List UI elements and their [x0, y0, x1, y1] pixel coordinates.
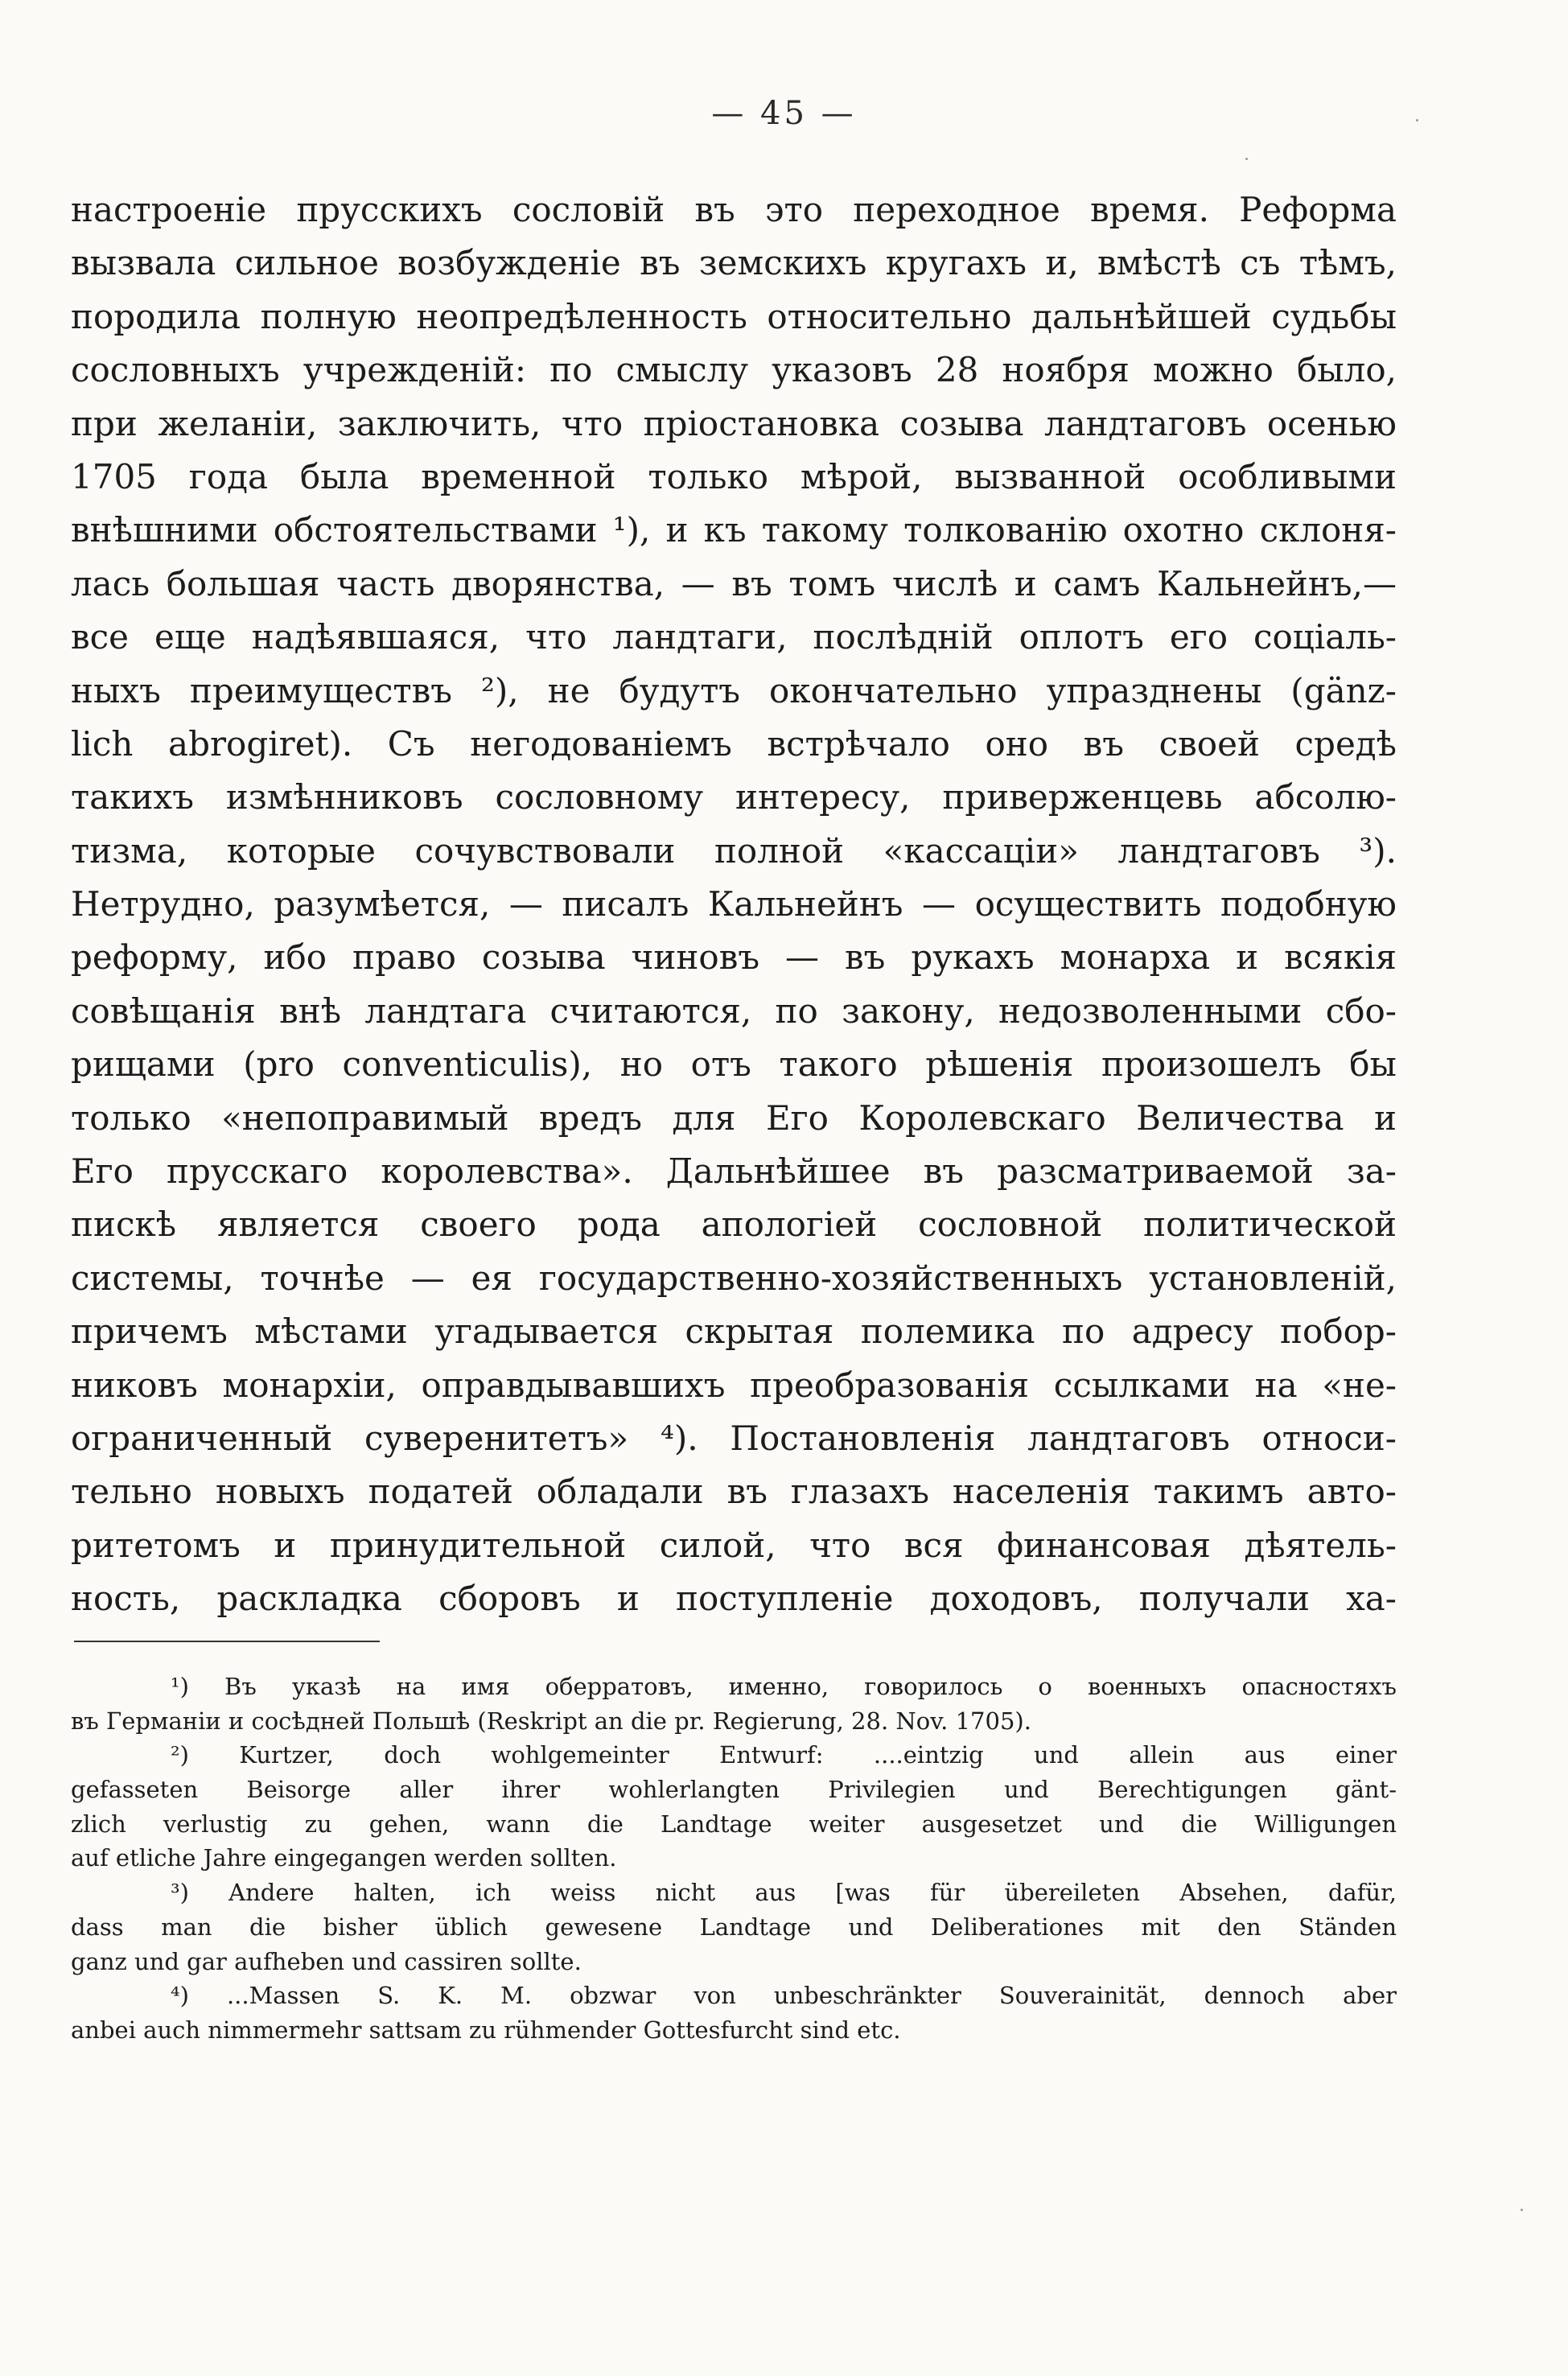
text-line: lich abrogiret). Съ негодованіемъ встрѣчало оно въ своей средѣ [71, 723, 1397, 764]
footnote-line: auf etliche Jahre eingegangen werden sollten. [71, 1844, 617, 1872]
paper-speck [1245, 158, 1248, 160]
text-line: внѣшними обстоятельствами ¹), и къ такому толкованію охотно склоня- [71, 510, 1397, 550]
text-line: породила полную неопредѣленность относительно дальнѣйшей судьбы [71, 296, 1397, 336]
text-line: только «непоправимый вредъ для Его Королевскаго Величества и [71, 1097, 1397, 1138]
text-line: вызвала сильное возбужденіе въ земскихъ кругахъ и, вмѣстѣ съ тѣмъ, [71, 243, 1397, 283]
text-line: реформу, ибо право созыва чиновъ — въ рукахъ монарха и всякія [71, 937, 1397, 978]
text-line: лась большая часть дворянства, — въ томъ числѣ и самъ Кальнейнъ,— [71, 563, 1397, 603]
footnote-line: въ Германіи и сосѣдней Польшѣ (Reskript an die pr. Regierung, 28. Nov. 1705). [71, 1707, 1031, 1735]
text-line: при желаніи, заключить, что пріостановка созыва ландтаговъ осенью [71, 403, 1397, 443]
text-line: системы, точнѣе — ея государственно-хозяйственныхъ установленій, [71, 1258, 1397, 1298]
text-line: пискѣ является своего рода апологіей сословной политической [71, 1204, 1397, 1245]
text-line: сословныхъ учрежденій: по смыслу указовъ 28 ноября можно было, [71, 350, 1397, 390]
text-line: такихъ измѣнниковъ сословному интересу, приверженцевь абсолю- [71, 777, 1397, 817]
body-text [71, 183, 1397, 1626]
text-line: ность, раскладка сборовъ и поступленіе доходовъ, получали ха- [71, 1579, 1397, 1619]
text-line: все еще надѣявшаяся, что ландтаги, послѣдній оплотъ его соціаль- [71, 617, 1397, 657]
paper-speck [1416, 119, 1418, 121]
text-line: причемъ мѣстами угадывается скрытая полемика по адресу побор- [71, 1312, 1397, 1352]
footnote-line: ²) Kurtzer, doch wohlgemeinter Entwurf: ....eintzig und allein aus einer [171, 1741, 1397, 1769]
text-line: рищами (pro conventiculis), но отъ такого рѣшенія произошелъ бы [71, 1044, 1397, 1085]
text-line: настроеніе прусскихъ сословій въ это переходное время. Реформа [71, 190, 1397, 229]
text-line: никовъ монархіи, оправдывавшихъ преобразованія ссылками на «не- [71, 1365, 1397, 1405]
footnotes [71, 1670, 1397, 2048]
footnote-line: anbei auch nimmermehr sattsam zu rühmender Gottesfurcht sind etc. [71, 2016, 901, 2044]
footnote-line: zlich verlustig zu gehen, wann die Landtage weiter ausgesetzet und die Willigungen [71, 1810, 1397, 1838]
footnote-line: ⁴) ...Massen S. K. M. obzwar von unbeschränkter Souverainität, dennoch aber [171, 1982, 1397, 2010]
footnote-separator [74, 1641, 380, 1642]
text-line: ныхъ преимуществъ ²), не будутъ окончательно упразднены (gänz- [71, 670, 1397, 710]
page-number: — 45 — [711, 95, 857, 132]
paper-speck [1521, 2209, 1523, 2211]
text-line: Нетрудно, разумѣется, — писалъ Кальнейнъ — осуществить подобную [71, 884, 1397, 924]
footnote-line: ³) Andere halten, ich weiss nicht aus [was für übereileten Absehen, dafür, [171, 1879, 1397, 1907]
footnote-line: gefasseten Beisorge aller ihrer wohlerlangten Privilegien und Berechtigungen gänt- [71, 1776, 1397, 1804]
footnote-line: dass man die bisher üblich gewesene Landtage und Deliberationes mit den Ständen [71, 1913, 1397, 1941]
text-line: тизма, которые сочувствовали полной «кассаціи» ландтаговъ ³). [71, 830, 1397, 871]
text-line: тельно новыхъ податей обладали въ глазахъ населенія такимъ авто- [71, 1472, 1397, 1512]
footnote-line: ¹) Въ указѣ на имя оберратовъ, именно, говорилось о военныхъ опасностяхъ [171, 1673, 1397, 1700]
text-line: ограниченный суверенитетъ» ⁴). Постановленія ландтаговъ относи- [71, 1418, 1397, 1458]
footnote-line: ganz und gar aufheben und cassiren sollte. [71, 1947, 582, 1975]
text-line: Его прусскаго королевства». Дальнѣйшее въ разсматриваемой за- [71, 1151, 1397, 1192]
text-line: совѣщанія внѣ ландтага считаются, по закону, недозволенными сбо- [71, 990, 1397, 1031]
text-line: 1705 года была временной только мѣрой, вызванной особливыми [71, 456, 1397, 496]
text-line: ритетомъ и принудительной силой, что вся финансовая дѣятель- [71, 1525, 1397, 1565]
